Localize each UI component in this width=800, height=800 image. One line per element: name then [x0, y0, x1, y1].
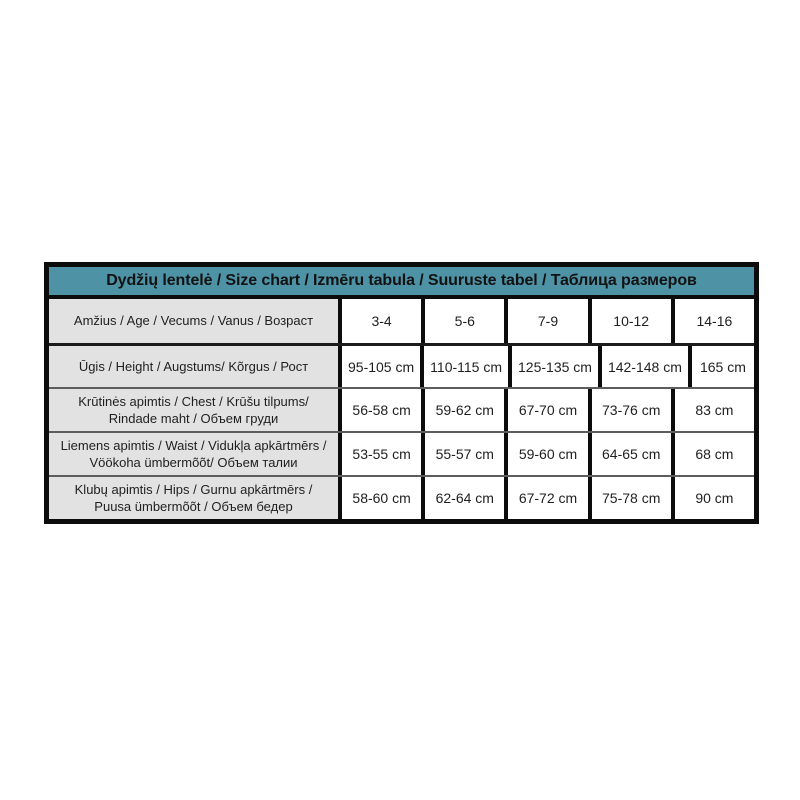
row-label-chest: Krūtinės apimtis / Chest / Krūšu tilpums/ Rindade maht / Объем груди: [49, 389, 338, 431]
table-body: [49, 299, 754, 519]
age-value-3: 7-9: [504, 299, 587, 343]
chest-value-2: 59-62 cm: [421, 389, 504, 431]
chest-value-1: 56-58 cm: [338, 389, 421, 431]
table-title: Dydžių lentelė / Size chart / Izmēru tabula / Suuruste tabel / Таблица размеров: [49, 267, 754, 299]
chest-value-4: 73-76 cm: [588, 389, 671, 431]
height-value-1: 95-105 cm: [338, 346, 420, 387]
row-label-waist: Liemens apimtis / Waist / Vidukļa apkārtmērs / Vöökoha ümbermõõt/ Объем талии: [49, 433, 338, 475]
height-value-3: 125-135 cm: [508, 346, 598, 387]
waist-value-4: 64-65 cm: [588, 433, 671, 475]
hips-value-4: 75-78 cm: [588, 477, 671, 519]
waist-value-3: 59-60 cm: [504, 433, 587, 475]
age-value-4: 10-12: [588, 299, 671, 343]
table-row-chest: [49, 387, 754, 431]
table-row-age: [49, 299, 754, 343]
height-value-5: 165 cm: [688, 346, 754, 387]
row-label-hips: Klubų apimtis / Hips / Gurnu apkārtmērs / Puusa ümbermõõt / Объем бедер: [49, 477, 338, 519]
table-row-height: [49, 343, 754, 387]
waist-value-2: 55-57 cm: [421, 433, 504, 475]
row-label-age: Amžius / Age / Vecums / Vanus / Возраст: [49, 299, 338, 343]
table-row-waist: [49, 431, 754, 475]
chest-value-3: 67-70 cm: [504, 389, 587, 431]
hips-value-1: 58-60 cm: [338, 477, 421, 519]
hips-value-3: 67-72 cm: [504, 477, 587, 519]
waist-value-5: 68 cm: [671, 433, 754, 475]
height-value-2: 110-115 cm: [420, 346, 508, 387]
waist-value-1: 53-55 cm: [338, 433, 421, 475]
hips-value-2: 62-64 cm: [421, 477, 504, 519]
age-value-1: 3-4: [338, 299, 421, 343]
hips-value-5: 90 cm: [671, 477, 754, 519]
table-row-hips: [49, 475, 754, 519]
chest-value-5: 83 cm: [671, 389, 754, 431]
height-value-4: 142-148 cm: [598, 346, 688, 387]
row-label-height: Ūgis / Height / Augstums/ Kõrgus / Рост: [49, 346, 338, 387]
size-chart-table: [44, 262, 759, 524]
age-value-2: 5-6: [421, 299, 504, 343]
age-value-5: 14-16: [671, 299, 754, 343]
